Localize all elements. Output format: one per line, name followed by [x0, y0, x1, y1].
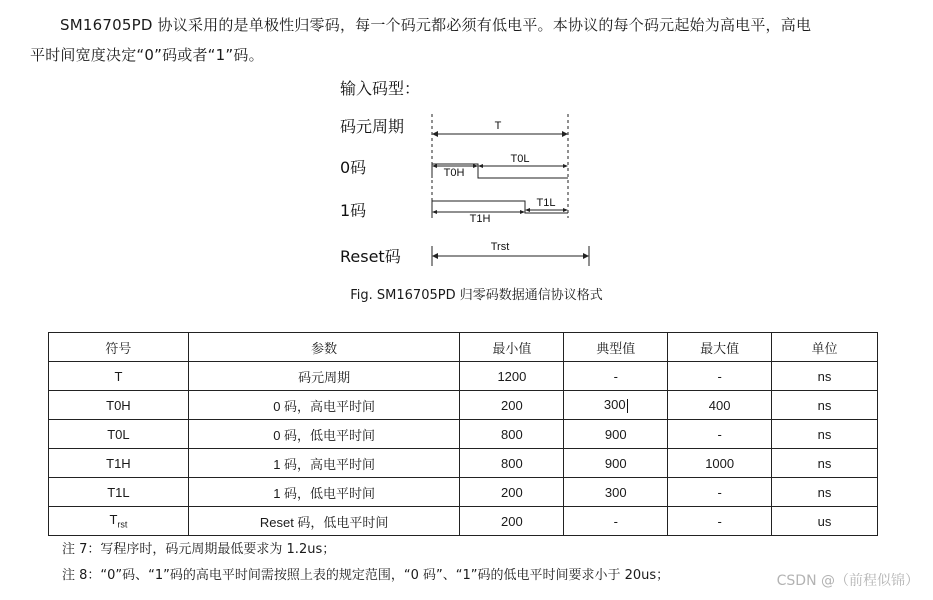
- note-8: 注 8：“0”码、“1”码的高电平时间需按照上表的规定范围，“0 码”、“1”码的低电平时间要求小于 20us；: [62, 568, 670, 583]
- label-T0H: T0H: [443, 167, 465, 179]
- table-row: [49, 391, 878, 420]
- cell-param: 0 码，高电平时间: [188, 391, 460, 420]
- cell-symbol: T0H: [49, 391, 189, 420]
- cell-typ-value: 300: [603, 397, 626, 413]
- table-header-row: [49, 333, 878, 362]
- cell-typ: -: [564, 507, 668, 536]
- cell-max: -: [668, 362, 772, 391]
- intro-paragraph: [30, 10, 910, 70]
- table-row: [49, 507, 878, 536]
- watermark: CSDN @（前程似锦）: [776, 573, 919, 589]
- cell-param: 1 码，高电平时间: [188, 449, 460, 478]
- header-typ: 典型值: [564, 333, 668, 362]
- t0l-arrow-right: [563, 164, 568, 168]
- cell-min: 800: [460, 420, 564, 449]
- t1l-arrow-right: [563, 208, 568, 212]
- trst-arrow-left: [432, 253, 438, 259]
- intro-line-2: 平时间宽度决定“0”码或者“1”码。: [30, 46, 264, 64]
- cell-min: 200: [460, 478, 564, 507]
- t1l-arrow-left: [525, 208, 530, 212]
- trst-arrow-right: [583, 253, 589, 259]
- label-T: T: [494, 120, 502, 132]
- cell-max: -: [668, 507, 772, 536]
- label-T0L: T0L: [510, 153, 530, 165]
- cell-unit: ns: [772, 420, 878, 449]
- table-row: [49, 420, 878, 449]
- cell-max: -: [668, 420, 772, 449]
- cell-min: 800: [460, 449, 564, 478]
- t0l-arrow-left: [478, 164, 483, 168]
- label-T1L: T1L: [536, 197, 556, 209]
- cell-param: 0 码，低电平时间: [188, 420, 460, 449]
- cell-max: -: [668, 478, 772, 507]
- cell-unit: ns: [772, 478, 878, 507]
- cell-unit: us: [772, 507, 878, 536]
- label-period: 码元周期: [340, 117, 405, 136]
- cell-min: 200: [460, 507, 564, 536]
- label-Trst: Trst: [490, 241, 510, 253]
- table-row: [49, 362, 878, 391]
- cell-typ: [564, 391, 668, 420]
- t0h-arrow-right: [473, 164, 478, 168]
- symbol-subscript: rst: [117, 519, 128, 530]
- cell-typ: 900: [564, 449, 668, 478]
- cell-unit: ns: [772, 362, 878, 391]
- cell-typ: 900: [564, 420, 668, 449]
- period-arrow-right: [562, 131, 568, 137]
- cell-param: Reset 码，低电平时间: [188, 507, 460, 536]
- header-max: 最大值: [668, 333, 772, 362]
- cell-param: 1 码，低电平时间: [188, 478, 460, 507]
- diagram-title: 输入码型：: [340, 79, 421, 98]
- figure-caption: Fig. SM16705PD 归零码数据通信协议格式: [350, 288, 603, 303]
- timing-diagram-svg: [330, 70, 630, 280]
- header-symbol: 符号: [49, 333, 189, 362]
- cell-max: 1000: [668, 449, 772, 478]
- cell-symbol: T: [49, 362, 189, 391]
- cell-unit: ns: [772, 449, 878, 478]
- symbol-main: T: [109, 512, 118, 528]
- cell-param: 码元周期: [188, 362, 460, 391]
- period-arrow-left: [432, 131, 438, 137]
- cell-min: 1200: [460, 362, 564, 391]
- cell-symbol: T1L: [49, 478, 189, 507]
- header-min: 最小值: [460, 333, 564, 362]
- cell-symbol: [49, 507, 189, 536]
- cell-max: 400: [668, 391, 772, 420]
- header-unit: 单位: [772, 333, 878, 362]
- cell-symbol: T0L: [49, 420, 189, 449]
- label-zero-code: 0码: [340, 158, 367, 177]
- label-T1H: T1H: [469, 213, 491, 225]
- intro-line-1: SM16705PD 协议采用的是单极性归零码，每一个码元都必须有低电平。本协议的每个码元起始为高电平，高电: [60, 16, 812, 34]
- t1h-arrow-left: [432, 210, 437, 214]
- text-cursor: [627, 399, 628, 413]
- label-one-code: 1码: [340, 201, 367, 220]
- label-reset-code: Reset码: [340, 247, 401, 266]
- t0h-arrow-left: [432, 164, 437, 168]
- table-row: [49, 478, 878, 507]
- cell-unit: ns: [772, 391, 878, 420]
- cell-min: 200: [460, 391, 564, 420]
- cell-symbol: T1H: [49, 449, 189, 478]
- timing-spec-table: [48, 332, 878, 536]
- t1h-arrow-right: [520, 210, 525, 214]
- header-param: 参数: [188, 333, 460, 362]
- cell-typ: -: [564, 362, 668, 391]
- note-7: 注 7：写程序时，码元周期最低要求为 1.2us；: [62, 542, 336, 557]
- cell-typ: 300: [564, 478, 668, 507]
- timing-diagram: [330, 70, 630, 280]
- table-row: [49, 449, 878, 478]
